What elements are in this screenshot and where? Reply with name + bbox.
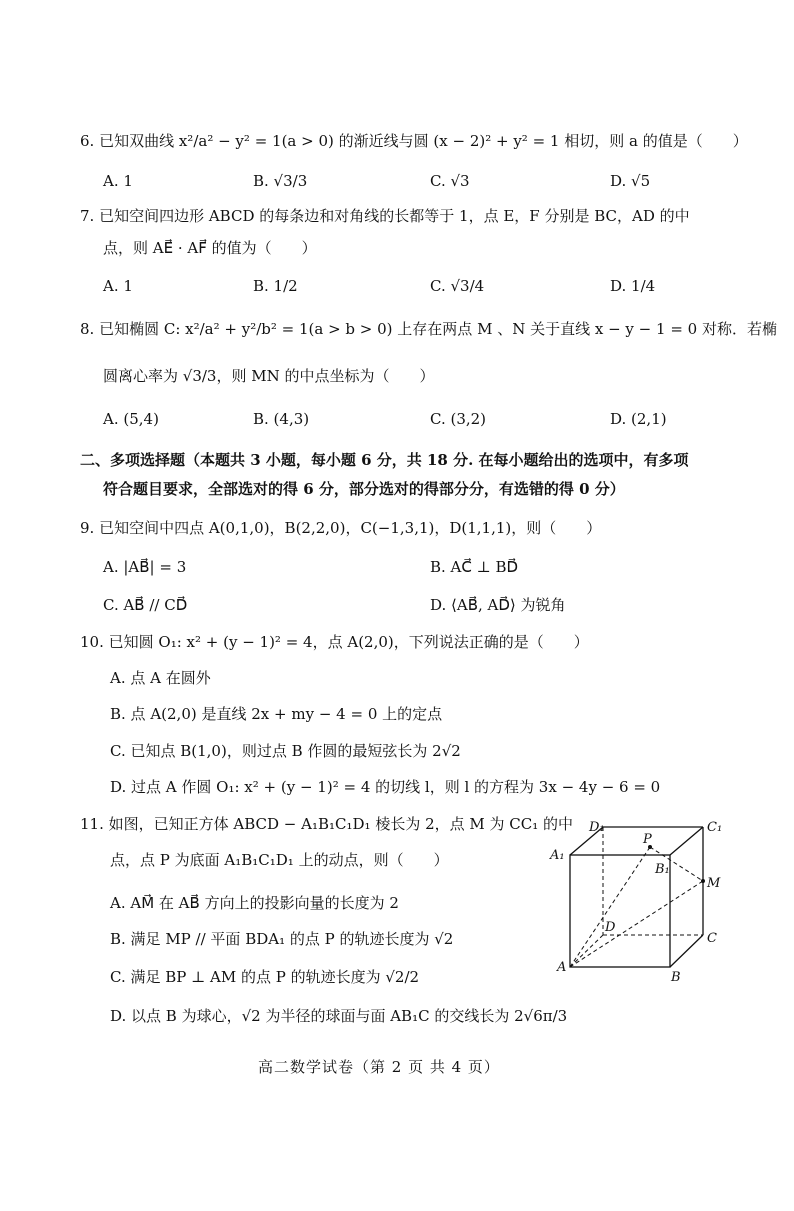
q10-option-d: D. 过点 A 作圆 O₁: x² + (y − 1)² = 4 的切线 l，则 l 的方程为 3x − 4y − 6 = 0 [110,778,661,796]
q11-option-b: B. 满足 MP // 平面 BDA₁ 的点 P 的轨迹长度为 √2 [110,930,454,948]
label-c: C [707,931,717,946]
edge-bc [670,935,703,967]
q8-option-d: D. (2,1) [610,410,667,428]
segment-ap [570,847,650,967]
q6-option-b: B. √3/3 [253,172,308,190]
hidden-edge-ad [570,935,603,967]
q6-stem: 6. 已知双曲线 x²/a² − y² = 1(a > 0) 的渐近线与圆 (x − 2)² + y² = 1 相切，则 a 的值是（ ） [80,132,748,150]
edge-b1c1 [670,827,703,855]
q10-option-a: A. 点 A 在圆外 [110,669,211,687]
q9-option-b: B. AC⃗ ⊥ BD⃗ [430,558,519,576]
label-b1: B₁ [655,862,670,877]
label-a1: A₁ [550,848,565,863]
q6-option-d: D. √5 [610,172,651,190]
q10-stem: 10. 已知圆 O₁: x² + (y − 1)² = 4，点 A(2,0)，下列说法正确的是（ ） [80,633,589,651]
label-p: P [643,832,652,847]
label-a: A [557,960,567,975]
q8-option-a: A. (5,4) [103,410,159,428]
cube-figure [545,815,735,985]
label-m: M [707,876,721,891]
q9-option-d: D. ⟨AB⃗, AD⃗⟩ 为锐角 [430,596,566,614]
q8-stem-line2: 圆离心率为 √3/3，则 MN 的中点坐标为（ ） [103,367,435,385]
q6-option-a: A. 1 [103,172,133,190]
point-m [701,879,705,883]
q7-option-c: C. √3/4 [430,277,485,295]
section2-header-line2: 符合题目要求，全部选对的得 6 分，部分选对的得部分分，有选错的得 0 分） [103,480,625,498]
label-d: D [605,920,616,935]
q7-option-a: A. 1 [103,277,133,295]
q11-stem-line1: 11. 如图，已知正方体 ABCD − A₁B₁C₁D₁ 棱长为 2，点 M 为 CC₁ 的中 [80,815,574,833]
label-d1: D₁ [589,820,605,835]
label-b: B [671,970,681,985]
q7-stem-line2: 点，则 AE⃗ · AF⃗ 的值为（ ） [103,239,317,257]
page-footer: 高二数学试卷（第 2 页 共 4 页） [258,1058,500,1076]
q11-stem-line2: 点，点 P 为底面 A₁B₁C₁D₁ 上的动点，则（ ） [110,851,449,869]
q8-option-b: B. (4,3) [253,410,310,428]
q9-option-a: A. |AB⃗| = 3 [103,558,187,576]
q8-stem-line1: 8. 已知椭圆 C: x²/a² + y²/b² = 1(a > b > 0) 上存在两点 M 、N 关于直线 x − y − 1 = 0 对称．若椭 [80,320,777,338]
q7-stem-line1: 7. 已知空间四边形 ABCD 的每条边和对角线的长都等于 1，点 E，F 分别是 BC，AD 的中 [80,207,690,225]
q9-stem: 9. 已知空间中四点 A(0,1,0)，B(2,2,0)，C(−1,3,1)，D(1,1,1)，则（ ） [80,519,602,537]
q6-option-c: C. √3 [430,172,470,190]
q10-option-b: B. 点 A(2,0) 是直线 2x + my − 4 = 0 上的定点 [110,705,443,723]
q11-option-d: D. 以点 B 为球心，√2 为半径的球面与面 AB₁C 的交线长为 2√6π/3 [110,1007,568,1025]
q8-option-c: C. (3,2) [430,410,487,428]
q10-option-c: C. 已知点 B(1,0)，则过点 B 作圆的最短弦长为 2√2 [110,742,461,760]
q11-option-c: C. 满足 BP ⊥ AM 的点 P 的轨迹长度为 √2/2 [110,968,420,986]
label-c1: C₁ [707,820,723,835]
q11-option-a: A. AM⃗ 在 AB⃗ 方向上的投影向量的长度为 2 [110,894,399,912]
section2-header-line1: 二、多项选择题（本题共 3 小题，每小题 6 分，共 18 分. 在每小题给出的选项中，有多项 [80,451,689,469]
q7-option-b: B. 1/2 [253,277,298,295]
q9-option-c: C. AB⃗ // CD⃗ [103,596,188,614]
q7-option-d: D. 1/4 [610,277,656,295]
